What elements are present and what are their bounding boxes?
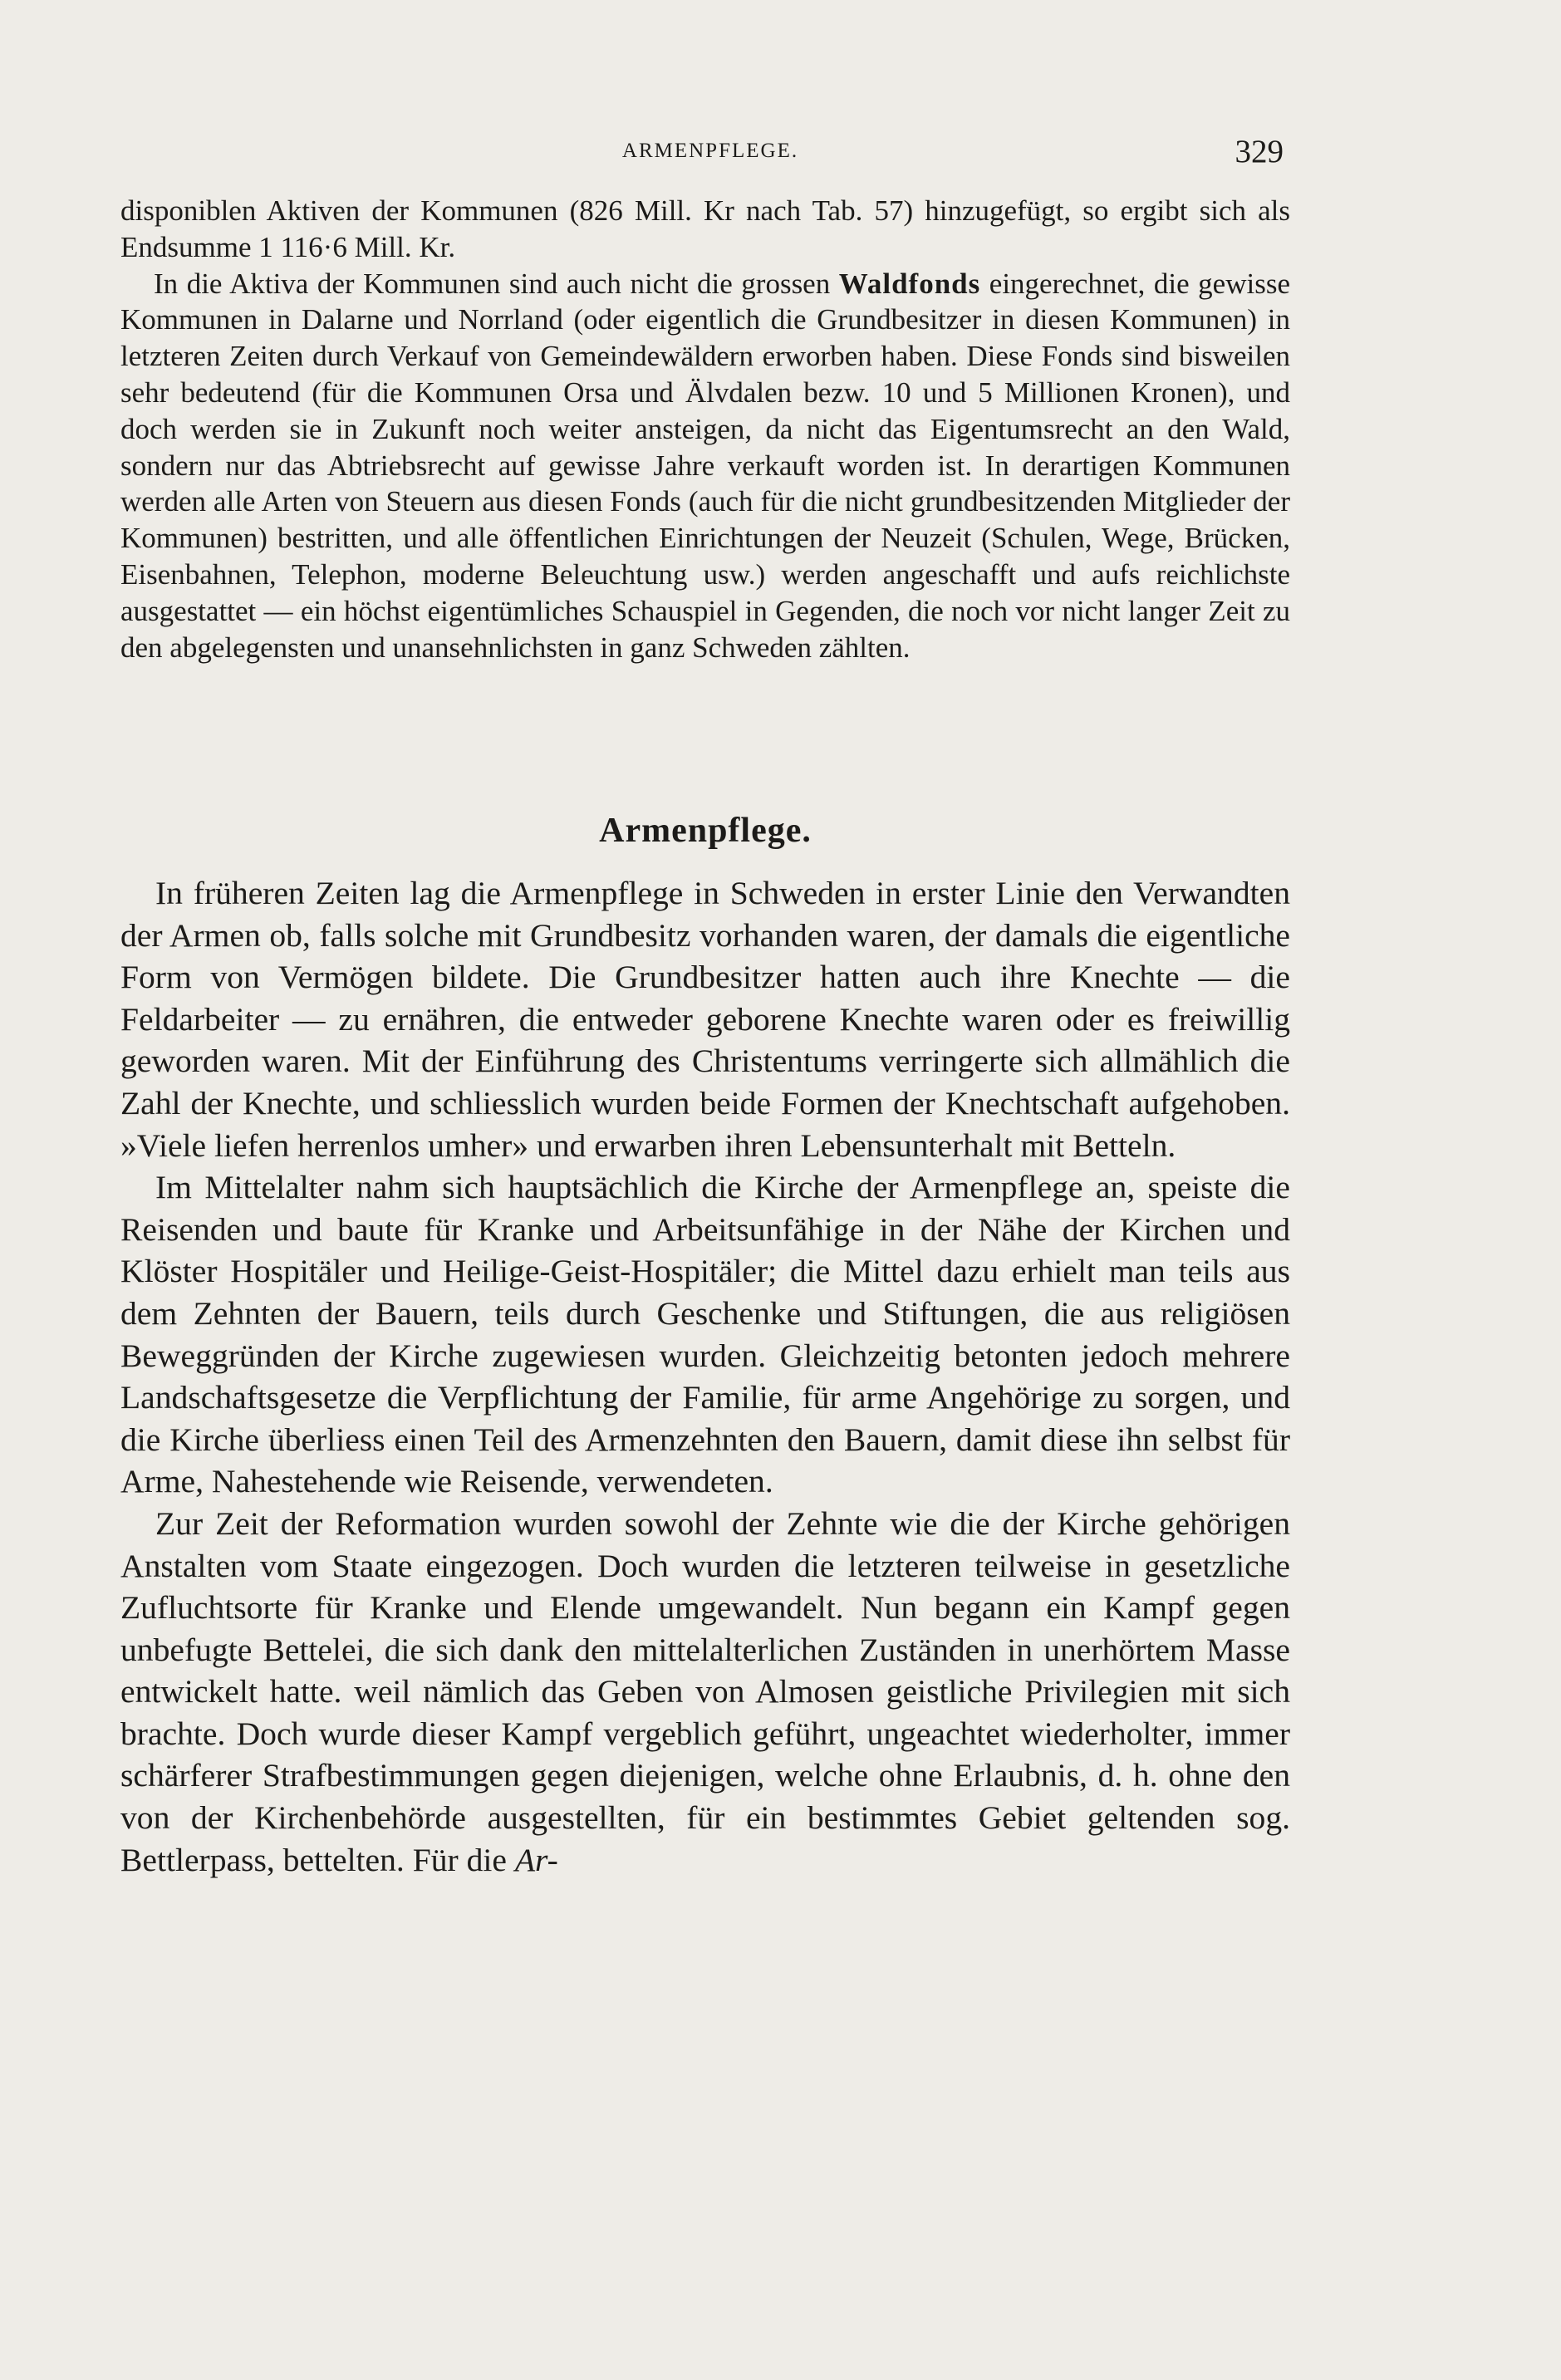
section-heading: Armenpflege. [599, 812, 812, 850]
section-paragraph-3 [120, 1503, 1290, 1881]
intro-paragraph-2-rest: eingerechnet, die gewisse Kommunen in Dalarne und Norrland (oder eigentlich die Grundbesitzer in diesen Kommunen) in letzteren Zeiten durch Verkauf von Gemeindewäldern erworben haben. Diese Fonds sind bisweilen sehr bedeutend (für die Kommunen Orsa und Älvdalen bezw. 10 und 5 Millionen Kronen), und doch werden sie in Zukunft noch weiter ansteigen, da nicht das Eigentumsrecht an den Wald, sondern nur das Abtriebsrecht auf gewisse Jahre verkauft worden ist. In derartigen Kommunen werden alle Arten von Steuern aus diesen Fonds (auch für die nicht grundbesitzenden Mitglieder der Kommunen) bestritten, und alle öffentlichen Einrichtungen der Neuzeit (Schulen, Wege, Brücken, Eisenbahnen, Telephon, moderne Beleuchtung usw.) werden angeschafft und aufs reichlichste ausgestattet — ein höchst eigentümliches Schauspiel in Gegenden, die noch vor nicht langer Zeit zu den abgelegensten und unansehnlichsten in ganz Schweden zählten. [120, 267, 1290, 664]
section-paragraph-2: Im Mittelalter nahm sich hauptsächlich die Kirche der Armenpflege an, speiste die Reisenden und baute für Kranke und Arbeitsunfähige in der Nähe der Kirchen und Klöster Hospitäler und Heilige-Geist-Hospitäler; die Mittel dazu erhielt man teils aus dem Zehnten der Bauern, teils durch Geschenke und Stiftungen, die aus religiösen Beweggründen der Kirche zugewiesen wurden. Gleichzeitig betonten jedoch mehrere Landschaftsgesetze die Verpflichtung der Familie, für arme Angehörige zu sorgen, und die Kirche überliess einen Teil des Armenzehnten den Bauern, damit diese ihn selbst für Arme, Nahestehende wie Reisende, verwendeten. [120, 1169, 1290, 1500]
section-text-block [120, 872, 1290, 1881]
intro-paragraph-1: disponiblen Aktiven der Kommunen (826 Mill. Kr nach Tab. 57) hinzugefügt, so ergibt sich als Endsumme 1 116·6 Mill. Kr. [120, 194, 1290, 263]
section-paragraph-1: In früheren Zeiten lag die Armenpflege in Schweden in erster Linie den Verwandten der Armen ob, falls solche mit Grundbesitz vorhanden waren, der damals die eigentliche Form von Vermögen bildete. Die Grundbesitzer hatten auch ihre Knechte — die Feldarbeiter — zu ernähren, die entweder geborene Knechte waren oder es freiwillig geworden waren. Mit der Einführung des Christentums verringerte sich allmählich die Zahl der Knechte, und schliesslich wurden beide Formen der Knechtschaft aufgehoben. »Viele liefen herrenlos umher» und erwarben ihren Lebensunterhalt mit Betteln. [120, 875, 1290, 1164]
section-paragraph-3-text: Zur Zeit der Reformation wurden sowohl der Zehnte wie die der Kirche gehörigen Anstalten vom Staate eingezogen. Doch wurden die letzteren teilweise in gesetzliche Zufluchtsorte für Kranke und Elende umgewandelt. Nun begann ein Kampf gegen unbefugte Bettelei, die sich dank den mittelalterlichen Zuständen in unerhörtem Masse entwickelt hatte. weil nämlich das Geben von Almosen geistliche Privilegien mit sich brachte. Doch wurde dieser Kampf vergeblich geführt, ungeachtet wiederholter, immer schärferer Strafbestimmungen gegen diejenigen, welche ohne Erlaubnis, d. h. ohne den von der Kirchenbehörde ausgestellten, für ein bestimmtes Gebiet geltenden sog. Bettlerpass, bettelten. Für die [120, 1504, 1290, 1878]
intro-text-block [120, 193, 1290, 665]
section-paragraph-3-italic: Ar- [514, 1841, 558, 1878]
running-head: ARMENPFLEGE. [621, 140, 799, 162]
intro-paragraph-2 [120, 266, 1290, 666]
page-header [120, 133, 1300, 176]
intro-paragraph-2-start: In die Aktiva der Kommunen sind auch nicht die grossen [154, 267, 839, 300]
page-number: 329 [1235, 134, 1284, 169]
term-waldfonds: Waldfonds [838, 267, 981, 300]
